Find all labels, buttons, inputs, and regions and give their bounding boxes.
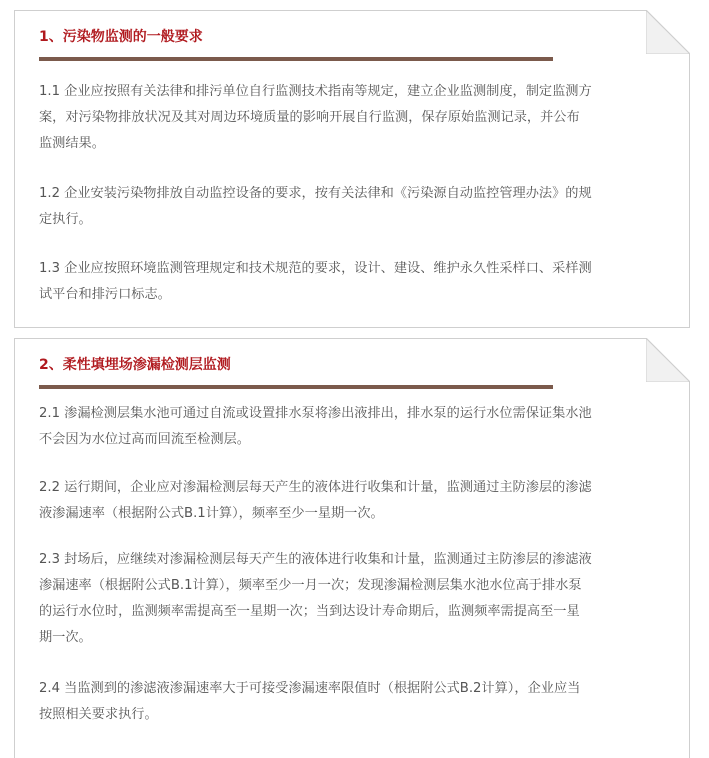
section-card-2 — [14, 338, 690, 758]
paragraph-2-1 — [39, 401, 671, 453]
text-line: 液渗漏速率（根据附公式B.1计算），频率至少一星期一次。 — [39, 506, 384, 521]
text-line: 监测结果。 — [39, 136, 105, 151]
text-line: 按照相关要求执行。 — [39, 707, 158, 722]
paragraph-2-3 — [39, 547, 671, 651]
text-line: 渗漏速率（根据附公式B.1计算），频率至少一月一次；发现渗漏检测层集水池水位高于排水泵 — [39, 578, 582, 593]
text-line: 1.1 企业应按照有关法律和排污单位自行监测技术指南等规定，建立企业监测制度，制定监测方 — [39, 84, 592, 99]
text-line: 定执行。 — [39, 212, 92, 227]
page-fold-icon — [646, 10, 690, 54]
text-line: 1.3 企业应按照环境监测管理规定和技术规范的要求，设计、建设、维护永久性采样口、采样测 — [39, 261, 592, 276]
text-line: 2.2 运行期间，企业应对渗漏检测层每天产生的液体进行收集和计量，监测通过主防渗层的渗滤 — [39, 480, 592, 495]
paragraph-1-2 — [39, 181, 671, 233]
title-divider — [39, 385, 553, 389]
text-line: 2.1 渗漏检测层集水池可通过自流或设置排水泵将渗出液排出，排水泵的运行水位需保证集水池 — [39, 406, 592, 421]
text-line: 1.2 企业安装污染物排放自动监控设备的要求，按有关法律和《污染源自动监控管理办法》的规 — [39, 186, 592, 201]
paragraph-1-3 — [39, 256, 671, 308]
section-title: 1、污染物监测的一般要求 — [39, 29, 203, 45]
text-line: 期一次。 — [39, 630, 92, 645]
text-line: 2.3 封场后，应继续对渗漏检测层每天产生的液体进行收集和计量，监测通过主防渗层的渗滤液 — [39, 552, 592, 567]
title-divider — [39, 57, 553, 61]
text-line: 不会因为水位过高而回流至检测层。 — [39, 432, 250, 447]
section-title: 2、柔性填埋场渗漏检测层监测 — [39, 357, 231, 373]
text-line: 2.4 当监测到的渗滤液渗漏速率大于可接受渗漏速率限值时（根据附公式B.2计算），企业应当 — [39, 681, 581, 696]
paragraph-1-1 — [39, 79, 671, 157]
page-fold-icon — [646, 338, 690, 382]
text-line: 案，对污染物排放状况及其对周边环境质量的影响开展自行监测，保存原始监测记录，并公布 — [39, 110, 580, 125]
text-line: 的运行水位时，监测频率需提高至一星期一次；当到达设计寿命期后，监测频率需提高至一星 — [39, 604, 580, 619]
text-line: 试平台和排污口标志。 — [39, 287, 171, 302]
paragraph-2-4 — [39, 676, 671, 728]
paragraph-2-2 — [39, 475, 671, 527]
section-card-1 — [14, 10, 690, 328]
